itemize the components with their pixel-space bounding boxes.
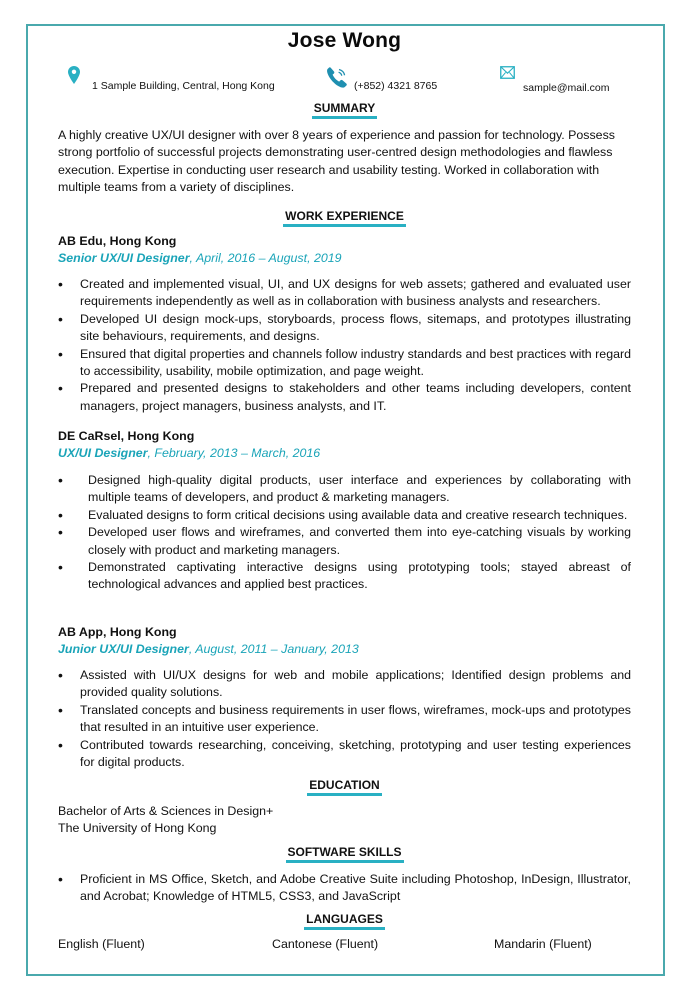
job-2-role — [58, 446, 320, 460]
list-item: • Ensured that digital properties and channels follow industry standards and best practices with regard to accessibility, usability, mobile optimization, and page weight. — [58, 346, 631, 381]
job-2-bullets — [58, 472, 631, 594]
contact-bar — [58, 66, 631, 96]
job-2-dates: , February, 2013 – March, 2016 — [147, 446, 321, 460]
candidate-name: Jose Wong — [287, 29, 402, 52]
job-1-role — [58, 251, 342, 265]
list-item: • Developed UI design mock-ups, storyboards, process flows, sitemaps, and prototypes illustrating site behaviours, requirements, and designs. — [58, 311, 631, 346]
language-cantonese: Cantonese (Fluent) — [272, 937, 379, 951]
list-item: • Prepared and presented designs to stakeholders and other teams including developers, content managers, project managers, business analysts, and IT. — [58, 380, 631, 415]
job-3-bullets — [58, 667, 631, 771]
software-skills-heading: SOFTWARE SKILLS — [58, 845, 631, 863]
contact-address — [68, 66, 275, 92]
language-english: English (Fluent) — [58, 937, 145, 951]
work-experience-heading: WORK EXPERIENCE — [58, 209, 631, 227]
education-degree: Bachelor of Arts & Sciences in Design+ — [58, 804, 274, 818]
map-pin-icon — [68, 66, 80, 87]
job-2-title: UX/UI Designer — [58, 446, 148, 460]
address-text: 1 Sample Building, Central, Hong Kong — [92, 80, 275, 92]
job-1-bullets — [58, 276, 631, 415]
list-item: • Translated concepts and business requirements in user flows, wireframes, mock-ups and prototypes that resulted in an intuitive user experience. — [58, 702, 631, 737]
phone-icon — [326, 66, 348, 91]
list-item: • Designed high-quality digital products, user interface and experiences by collaborating with multiple teams of developers, and product & marketing managers. — [58, 472, 631, 507]
envelope-icon — [500, 66, 515, 82]
software-skills-bullets — [58, 871, 631, 906]
job-3-company: AB App, Hong Kong — [58, 625, 177, 639]
contact-phone — [326, 66, 437, 92]
list-item: • Assisted with UI/UX designs for web and mobile applications; Identified design problems and provided quality solutions. — [58, 667, 631, 702]
job-3-title: Junior UX/UI Designer — [58, 642, 189, 656]
summary-text: A highly creative UX/UI designer with over 8 years of experience and passion for technology. Possess strong portfolio of successful projects demonstrating user-centred design methodologies and flawless execution. Expertise in conducting user research and usability testing. Worked in collaboration with multiple teams from a variety of disciplines. — [58, 128, 615, 195]
list-item: • Evaluated designs to form critical decisions using available data and creative research techniques. — [58, 507, 631, 524]
resume-page — [26, 24, 665, 976]
list-item: • Developed user flows and wireframes, and converted them into eye-catching visuals by working closely with product and marketing managers. — [58, 524, 631, 559]
list-item: • Demonstrated captivating interactive designs using prototyping tools; stayed abreast of technological advances and applied best practices. — [58, 559, 631, 594]
contact-email — [500, 66, 610, 94]
list-item: • Proficient in MS Office, Sketch, and Adobe Creative Suite including Photoshop, InDesign, Illustrator, and Acrobat; Knowledge of HTML5, CSS3, and JavaScript — [58, 871, 631, 906]
job-1-company: AB Edu, Hong Kong — [58, 234, 177, 248]
education-school: The University of Hong Kong — [58, 821, 217, 835]
job-1-title: Senior UX/UI Designer — [58, 251, 190, 265]
email-text: sample@mail.com — [523, 82, 610, 94]
list-item: • Contributed towards researching, conceiving, sketching, prototyping and user testing experiences for digital products. — [58, 737, 631, 772]
job-3-dates: , August, 2011 – January, 2013 — [188, 642, 359, 656]
languages-heading: LANGUAGES — [58, 912, 631, 930]
education-heading: EDUCATION — [58, 778, 631, 796]
job-3-role — [58, 642, 359, 656]
language-mandarin: Mandarin (Fluent) — [494, 937, 592, 951]
job-2-company: DE CaRsel, Hong Kong — [58, 429, 195, 443]
summary-heading: SUMMARY — [58, 101, 631, 119]
phone-text: (+852) 4321 8765 — [354, 80, 438, 92]
job-1-dates: , April, 2016 – August, 2019 — [189, 251, 342, 265]
list-item: • Created and implemented visual, UI, and UX designs for web assets; gathered and evaluated user requirements independently as well as in collaboration with business analysts and researchers. — [58, 276, 631, 311]
